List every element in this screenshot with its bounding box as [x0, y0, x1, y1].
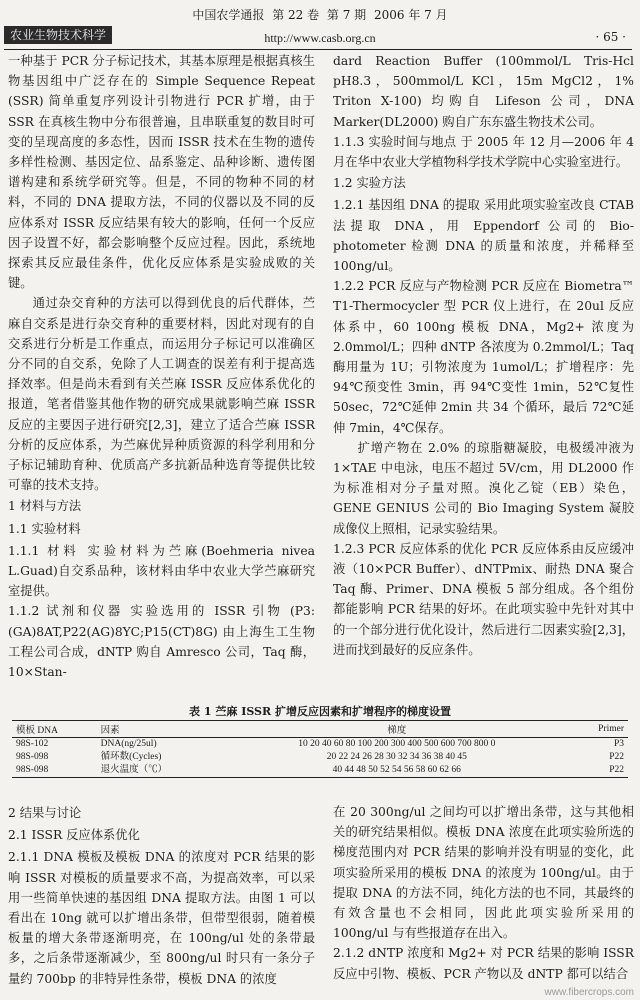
section-heading: 1.1 实验材料: [8, 521, 81, 536]
journal-volume: 第 22 卷: [272, 8, 320, 22]
section-heading: 2 结果与讨论: [8, 806, 82, 820]
paragraph: 一种基于 PCR 分子标记技术，其基本原理是根据真核生物基因组中广泛存在的 Simple Sequence Repeat (SSR) 简单重复序列设计引物进行 PCR 扩增，由于 SSR 在真核生物中分布很普遍，且串联重复的数目时可变的呈现高度的多态性，因而 ISSR 技术在生物的遗传多样性检测、基因定位、品系鉴定、品种诊断、遗传图谱构建和系统学研究等。但是，不同的物种不同的材料，不同的 DNA 提取方法，不同的仪器以及不同的反应体系对 ISSR 反应结果有较大的影响，任何一个反应因子设置不好，都会影响整个反应过程。因此，系统地探索其反应最佳条件，优化反应体系是实验成败的关键。: [8, 54, 315, 291]
table-header-row: [12, 721, 628, 738]
section-heading: 2.1 ISSR 反应体系优化: [8, 828, 140, 843]
right-column: [333, 51, 634, 660]
section-heading: 1 材料与方法: [8, 499, 82, 514]
table-cell: 98S-098: [12, 764, 97, 778]
paragraph: dard Reaction Buffer (100mmol/L Tris-Hcl pH8.3，500mmol/L KCl，15m MgCl2，1% Triton X-100) 均购自 Lifeson 公司，DNA Marker(DL2000) 购自广东东盛生物技术公司。: [333, 54, 634, 129]
table-cell: 98S-102: [16, 739, 49, 749]
paragraph: 扩增产物在 2.0% 的琼脂糖凝胶，电极缓冲液为 1×TAE 中电泳，电压不超过 5V/cm，用 DL2000 作为标准相对分子量对照。溴化乙锭（EB）染色，GENE GENIUS 公司的 Bio Imaging System 凝胶成像仪上照相，记录实验结果。: [333, 440, 634, 536]
paragraph: 1.2.2 PCR 反应与产物检测 PCR 反应在 Biometra™ T1-Thermocycler 型 PCR 仪上进行，在 20ul 反应体系中，60 100ng 模板 DNA，Mg2+ 浓度为 2.0mmol/L；四种 dNTP 各浓度为 0.2mmol/L；Taq 酶用量为 1U；引物浓度为 1umol/L；扩增程序：先 94℃预变性 3min，再 94℃变性 1min，52℃复性 50sec，72℃延伸 2min 共 34 个循环，最后 72℃延伸 7min，4℃保存。: [333, 279, 634, 435]
journal-issue: 第 7 期: [326, 8, 367, 22]
table-header-cell: Primer: [571, 721, 628, 738]
table-cell: P22: [609, 752, 624, 762]
left-column-lower: [8, 802, 315, 989]
table-cell: DNA(ng/25ul): [100, 739, 157, 749]
section-heading: 1.2 实验方法: [333, 176, 406, 191]
right-column-lower: [333, 802, 634, 984]
header-rule: [4, 49, 632, 50]
table-header-cell: 模板 DNA: [12, 721, 97, 738]
paragraph: 2.1.1 DNA 模板及模板 DNA 的浓度对 PCR 结果的影响 ISSR 对模板的质量要求不高，为提高效率，可以采用一些简单快速的基因组 DNA 提取方法。由图 1 可以看出在 10ng 就可以扩增出条带，但带型很弱，随着模板量的增大条带逐渐明亮，在 100ng/ul 处的条带最多，之后条带逐渐减少，至 800ng/ul 时只有一条分子量约 700bp 的非特异性条带，模板 DNA 的浓度: [8, 850, 315, 986]
journal-name: 中国农学通报: [192, 8, 265, 22]
paragraph: 在 20 300ng/ul 之间均可以扩增出条带，这与其他相关的研究结果相似。模板 DNA 浓度在此项实验所选的梯度范围内对 PCR 结果的影响并没有明显的变化，此项实验所采用的模板 DNA 的浓度为 100ng/ul。由于提取 DNA 的方法不同，纯化方法的也不同，其最终的有效含量也不会相同，因此此项实验所采用的 100ng/ul 与有些报道存在出入。: [333, 805, 634, 941]
paragraph: 1.1.3 实验时间与地点 于 2005 年 12 月—2006 年 4 月在华中农业大学植物科学技术学院中心实验室进行。: [333, 134, 634, 170]
watermark: www.fibercrops.com: [544, 987, 634, 998]
table-row: [12, 764, 628, 778]
table-cell: 10 20 40 60 80 100 200 300 400 500 600 700 800 0: [298, 739, 496, 749]
table-cell: P22: [571, 764, 628, 778]
page-number: · 65 ·: [595, 30, 626, 44]
table-cell: 循环数(Cycles): [100, 752, 162, 762]
table-row: [12, 738, 628, 752]
journal-url[interactable]: http://www.casb.org.cn: [264, 31, 376, 45]
table-row: [12, 751, 628, 764]
journal-date: 2006 年 7 月: [374, 8, 448, 22]
paragraph: 1.1.1 材料 实验材料为苎麻(Boehmeria nivea L.Guad)自交系品种，该材料由华中农业大学苎麻研究室提供。: [8, 543, 315, 599]
table-cell: 20 22 24 26 28 30 32 34 36 38 40 45: [326, 752, 467, 762]
table-cell: P3: [613, 739, 624, 749]
gradient-table: [12, 720, 628, 778]
section-tag: 农业生物技术科学: [4, 26, 112, 44]
table-title: 表 1 苎麻 ISSR 扩增反应因素和扩增程序的梯度设置: [189, 705, 451, 718]
paragraph: 2.1.2 dNTP 浓度和 Mg2+ 对 PCR 结果的影响 ISSR 反应中引物、模板、PCR 产物以及 dNTP 都可以结合: [333, 946, 634, 981]
table-cell: 98S-098: [16, 752, 49, 762]
paragraph: 1.2.3 PCR 反应体系的优化 PCR 反应体系由反应缓冲液（10×PCR Buffer）、dNTPmix、耐热 DNA 聚合 Taq 酶、Primer、DNA 模板 5 部分组成。各个组份都能影响 PCR 结果的好坏。在此项实验中先针对其中的一个部分进行优化设计，然后进行二因素实验[2,3]，进而找到最好的反应条件。: [333, 541, 634, 657]
paragraph: 通过杂交育种的方法可以得到优良的后代群体，苎麻自交系是进行杂交育种的重要材料，因此对现有的自交系进行分析是工作重点，而运用分子标记可以准确区分不同的自交系，免除了人工调查的误差有利于提高选择效率。但是尚未看到有关苎麻 ISSR 反应体系优化的报道，笔者借鉴其他作物的研究成果就影响苎麻 ISSR 反应的主要因子进行研究[2,3]，建立了适合苎麻 ISSR 分析的反应体系，为苎麻优异种质资源的科学利用和分子标记辅助育种、优质高产多抗新品种选育等提供比较可靠的技术支持。: [8, 296, 315, 493]
table-header-cell: 因素: [97, 721, 223, 738]
table-header-cell: 梯度: [223, 721, 571, 738]
paragraph: 1.2.1 基因组 DNA 的提取 采用此项实验室改良 CTAB 法提取 DNA，用 Eppendorf 公司的 Bio-photometer 检测 DNA 的质量和浓度，并稀释至 100ng/ul。: [333, 198, 634, 274]
left-column: [8, 51, 315, 682]
paragraph: 1.1.2 试剂和仪器 实验选用的 ISSR 引物 (P3:(GA)8AT,P22(AG)8YC;P15(CT)8G) 由上海生工生物工程公司合成，dNTP 购自 Amresco 公司，Taq 酶，10×Stan-: [8, 604, 315, 680]
journal-header: [0, 6, 640, 23]
table-cell: 40 44 48 50 52 54 56 58 60 62 66: [223, 764, 571, 778]
table-cell: 退火温度（℃）: [97, 764, 223, 778]
